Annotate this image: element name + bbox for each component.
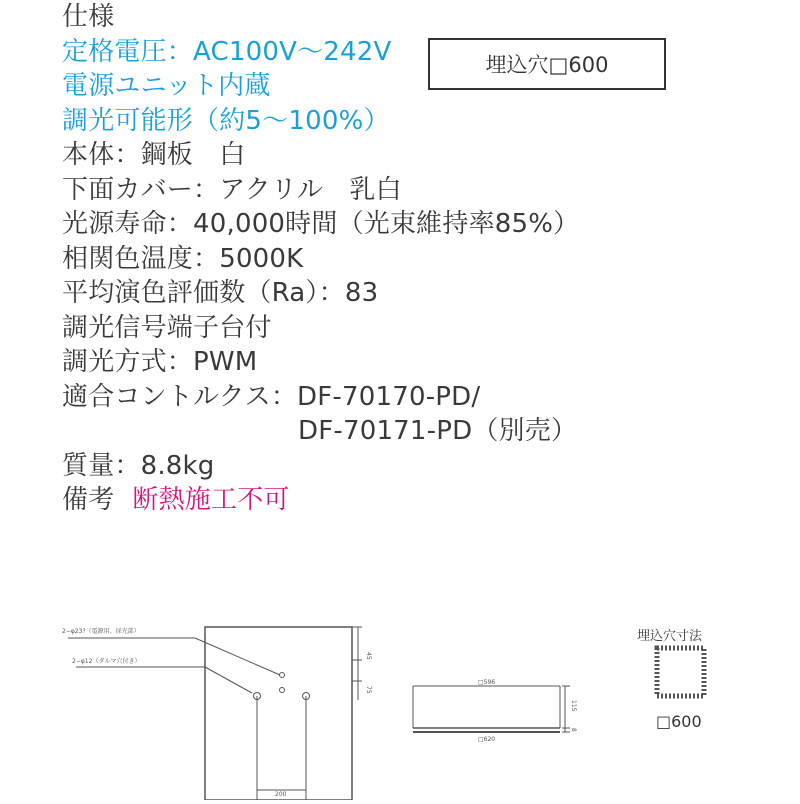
dim-label-200: 200 <box>275 791 287 798</box>
spec-controller-continued: DF-70171-PD（別売） <box>298 416 578 446</box>
dim-label-75: 75 <box>365 686 372 694</box>
hole-middle <box>280 688 285 693</box>
spec-cri: 平均演色評価数（Ra）：83 <box>62 278 379 308</box>
spec-terminal: 調光信号端子台付 <box>62 312 272 343</box>
spec-dimming-method: 調光方式：PWM <box>62 347 258 377</box>
remarks-label: 備考 <box>62 485 115 515</box>
side-top-label: □596 <box>478 679 496 686</box>
hole-top <box>280 673 285 678</box>
spec-lifetime: 光源寿命：40,000時間（光束維持率85%） <box>62 209 580 239</box>
cutout-square <box>657 648 704 696</box>
front-view <box>68 627 362 800</box>
side-bottom-label: □620 <box>478 736 496 743</box>
dimension-drawing-svg <box>0 600 800 800</box>
leader-bottom-diag <box>205 667 252 693</box>
spec-body: 本体：鋼板 白 <box>62 140 246 170</box>
spec-power-unit: 電源ユニット内蔵 <box>62 71 271 101</box>
spec-weight: 質量：8.8kg <box>62 450 215 481</box>
side-height-8: 8 <box>570 728 577 732</box>
side-view <box>413 686 570 732</box>
spec-remarks <box>62 483 579 518</box>
spec-rated-voltage: 定格電圧：AC100V〜242V <box>62 36 392 67</box>
spec-cover: 下面カバー：アクリル 乳白 <box>62 174 402 205</box>
front-view-body <box>205 627 352 800</box>
dimension-drawing <box>0 600 800 800</box>
spec-dimmable: 調光可能形（約5〜100%） <box>62 105 390 136</box>
cutout-size-label: □600 <box>656 712 702 731</box>
leader-top-diag <box>195 638 280 675</box>
side-height-115: 115 <box>570 700 577 712</box>
spec-controller: 適合コントルクス：DF-70170-PD/ <box>62 381 481 412</box>
cutout-title: 埋込穴寸法 <box>637 629 703 644</box>
remarks-warning: 断熱施工不可 <box>132 485 290 515</box>
note-hole-bottom: 2−φ12（ダルマ穴付き） <box>72 658 141 665</box>
cutout-size-box: 埋込穴□600 <box>428 38 666 90</box>
note-hole-top: 2−φ23?（電源用、採光部） <box>62 628 140 635</box>
spec-header: 仕様 <box>62 2 115 32</box>
spec-color-temp: 相関色温度：5000K <box>62 243 304 274</box>
dim-label-45: 45 <box>365 652 372 660</box>
